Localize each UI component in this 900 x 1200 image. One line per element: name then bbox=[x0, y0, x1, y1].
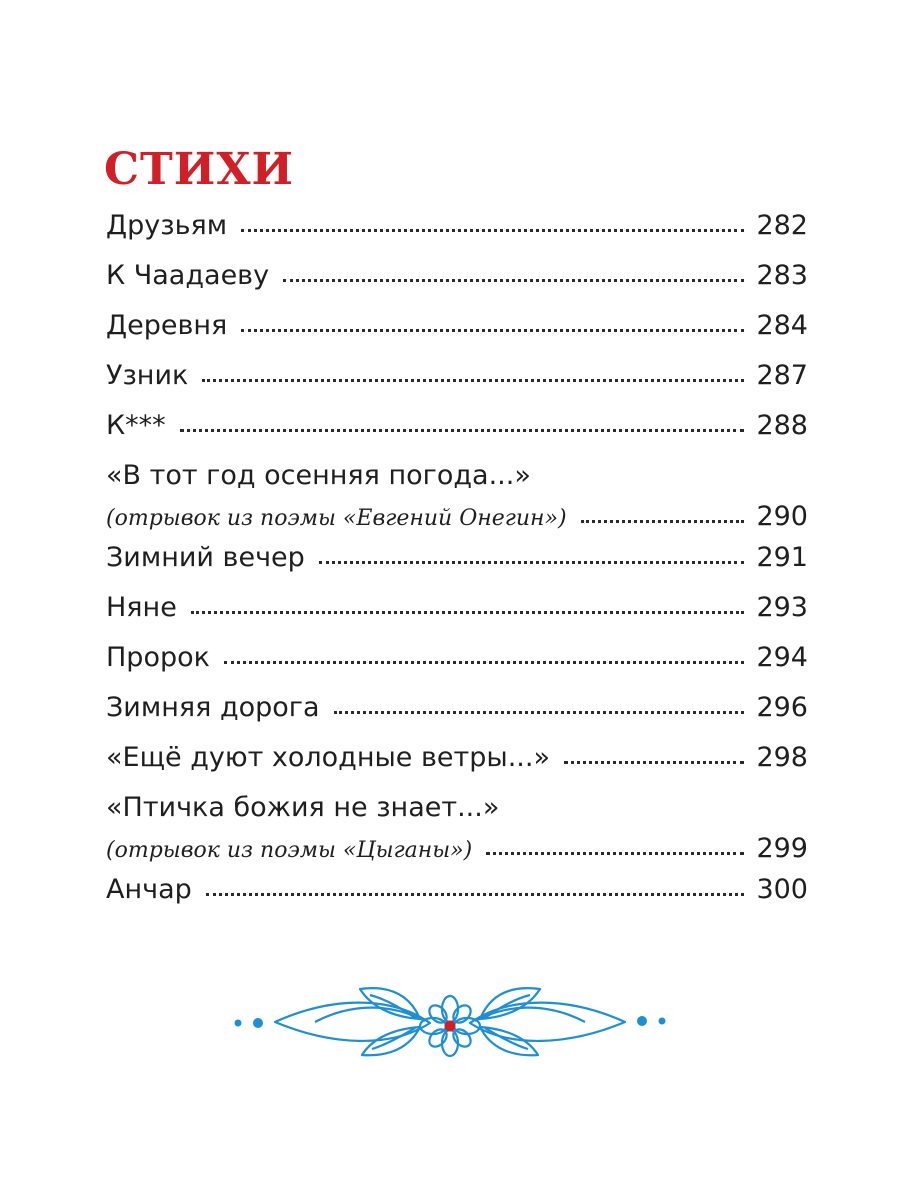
page-number: 299 bbox=[756, 833, 808, 864]
dot-leader bbox=[206, 892, 745, 896]
dot-leader bbox=[224, 660, 745, 664]
entry-title: Зимний вечер bbox=[106, 542, 305, 573]
entry-title: Няне bbox=[106, 592, 177, 623]
toc-entry[interactable] bbox=[106, 594, 808, 621]
page-number: 296 bbox=[756, 692, 808, 723]
entry-title: Деревня bbox=[106, 310, 228, 341]
entry-subtitle: (отрывок из поэмы «Цыганы») bbox=[106, 838, 473, 863]
dot-leader bbox=[180, 428, 745, 432]
entry-title: К Чаадаеву bbox=[106, 260, 270, 291]
entry-title: «Ещё дуют холодные ветры...» bbox=[106, 742, 550, 773]
dot-leader bbox=[564, 760, 744, 764]
page-number: 282 bbox=[756, 210, 808, 241]
dot-leader bbox=[241, 228, 744, 232]
toc-entry[interactable] bbox=[106, 794, 808, 862]
page-number: 293 bbox=[756, 592, 808, 623]
toc-entry[interactable] bbox=[106, 412, 808, 439]
entry-title: Зимняя дорога bbox=[106, 692, 320, 723]
page-number: 283 bbox=[756, 260, 808, 291]
entry-title: «Птичка божия не знает...» bbox=[106, 792, 500, 823]
entry-title: К*** bbox=[106, 410, 166, 441]
dot-leader bbox=[191, 610, 745, 614]
dot-leader bbox=[241, 328, 744, 332]
entry-title: «В тот год осенняя погода...» bbox=[106, 460, 531, 491]
page-number: 290 bbox=[756, 501, 808, 532]
dot-leader bbox=[334, 710, 745, 714]
page-number: 291 bbox=[756, 542, 808, 573]
floral-ornament-icon bbox=[220, 975, 680, 1065]
page-number: 284 bbox=[756, 310, 808, 341]
toc-entry[interactable] bbox=[106, 362, 808, 389]
toc-entry[interactable] bbox=[106, 312, 808, 339]
page-number: 298 bbox=[756, 742, 808, 773]
entry-title: Друзьям bbox=[106, 210, 228, 241]
dot-leader bbox=[486, 851, 744, 855]
page-number: 287 bbox=[756, 360, 808, 391]
page-number: 300 bbox=[756, 874, 808, 905]
dot-leader bbox=[319, 560, 745, 564]
dot-leader bbox=[581, 519, 745, 523]
dot-leader bbox=[202, 378, 744, 382]
toc-entry[interactable] bbox=[106, 744, 808, 771]
toc-entry[interactable] bbox=[106, 212, 808, 239]
toc-entry[interactable] bbox=[106, 262, 808, 289]
section-heading: СТИХИ bbox=[104, 144, 295, 195]
page-number: 294 bbox=[756, 642, 808, 673]
toc-entry[interactable] bbox=[106, 644, 808, 671]
toc-entry[interactable] bbox=[106, 462, 808, 530]
toc-entry[interactable] bbox=[106, 544, 808, 571]
entry-title: Узник bbox=[106, 360, 189, 391]
toc-entry[interactable] bbox=[106, 876, 808, 903]
toc-entry[interactable] bbox=[106, 694, 808, 721]
entry-subtitle: (отрывок из поэмы «Евгений Онегин») bbox=[106, 506, 567, 531]
page-number: 288 bbox=[756, 410, 808, 441]
entry-title: Анчар bbox=[106, 874, 192, 905]
entry-title: Пророк bbox=[106, 642, 210, 673]
dot-leader bbox=[283, 278, 744, 282]
